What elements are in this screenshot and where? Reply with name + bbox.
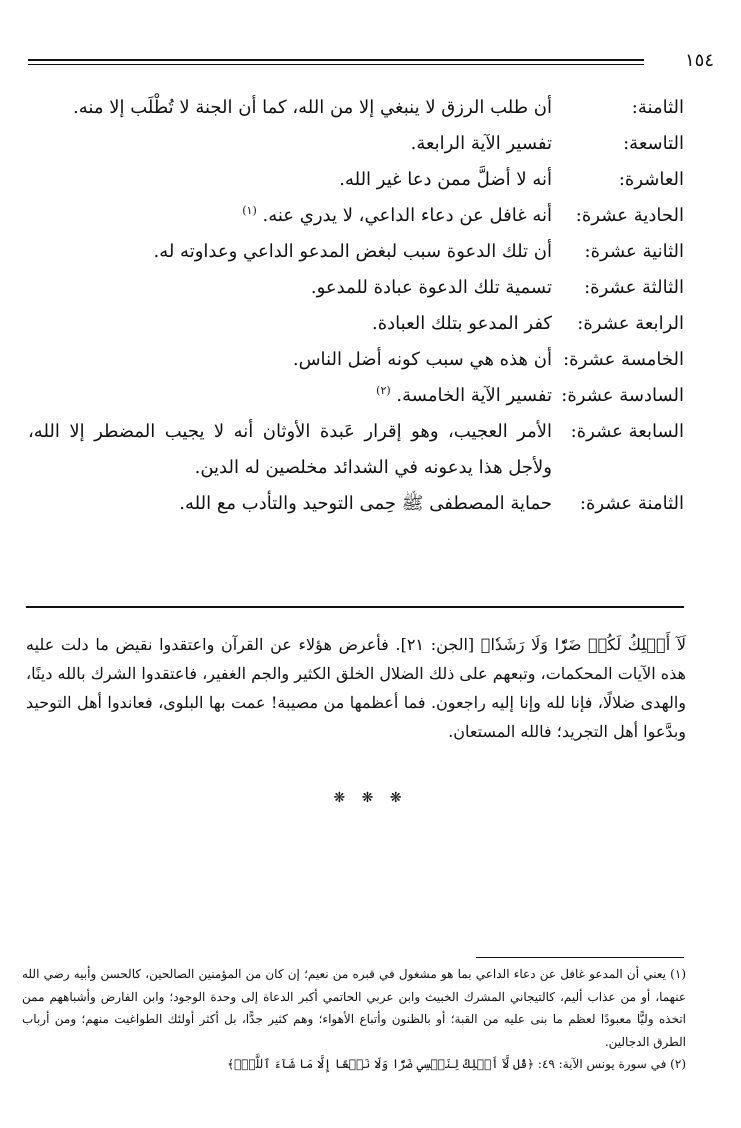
point-label: الخامسة عشرة:	[563, 349, 684, 370]
continued-note-text: لَآ أَمۡلِكُ لَكُمۡ ضَرّٗا وَلَا رَشَدٗا﴾ [الجن: ٢١]. فأعرض هؤلاء عن القرآن واعتقدوا نقيض ما دلت عليه هذه الآيات المحكمات، وتبعهم على ذلك الضلال الخلق الكثير والجم الغفير، فاعتقدوا الشرك بالله دينًا، والهدى ضلالًا، فإنا لله وإنا إليه راجعون. فما أعظمها من مصيبة! عمت بها البلوى، فعاندوا أهل التوحيد وبدَّعوا أهل التجريد؛ فالله المستعان.	[26, 635, 687, 741]
point-text: أنه لا أضلَّ ممن دعا غير الله.	[339, 169, 552, 190]
point-text: كفر المدعو بتلك العبادة.	[372, 313, 552, 334]
point-text-with-note	[24, 378, 552, 414]
point-text: حماية المصطفى ﷺ حِمى التوحيد والتأدب مع الله.	[179, 493, 552, 514]
footnote-marker: (١)	[242, 204, 257, 217]
point-label: الثامنة عشرة:	[579, 493, 684, 514]
asterism-separator: ❋ ❋ ❋	[333, 790, 408, 806]
point-text: تفسير الآية الخامسة.	[396, 385, 552, 406]
point-text: أنه غافل عن دعاء الداعي، لا يدري عنه.	[262, 205, 552, 226]
footnote: (٢) في سورة يونس الآية: ٤٩: ﴿قُل لَّآ أَمۡلِكُ لِنَفۡسِي ضَرّٗا وَلَا نَفۡعًا إِلَّا مَا شَآءَ ٱللَّهُۗ﴾	[227, 1057, 686, 1071]
point-item	[24, 414, 684, 486]
point-text: الأمر العجيب، وهو إقرار عَبدة الأوثان أنه لا يجيب المضطر إلا الله، ولأجل هذا يدعونه في الشدائد مخلصين له الدين.	[28, 421, 552, 478]
point-item	[24, 378, 684, 414]
point-item	[24, 234, 684, 270]
point-text: أن تلك الدعوة سبب لبغض المدعو الداعي وعداوته له.	[153, 241, 552, 262]
point-item	[24, 198, 684, 234]
point-label: الثانية عشرة:	[584, 241, 684, 262]
point-item	[24, 306, 684, 342]
page-header	[28, 48, 714, 74]
point-label: التاسعة:	[623, 133, 684, 154]
points-list	[24, 90, 684, 522]
point-item	[24, 126, 684, 162]
point-item	[24, 270, 684, 306]
section-divider	[26, 606, 684, 608]
footnote-rule	[476, 957, 684, 958]
point-label: الرابعة عشرة:	[577, 313, 684, 334]
page-number: ١٥٤	[684, 50, 714, 71]
footnote: (١) يعني أن المدعو غافل عن دعاء الداعي بما هو مشغول في قبره من نعيم؛ إن كان من المؤمنين الصالحين، كالحسن وأبيه رضي الله عنهما، أو من عذاب أليم، كالتيجاني المشرك الخبيث وابن عربي الحاتمي أكبر الدعاة إلى وحدة الوجود؛ وابن الفارض وأشباههم ممن اتخذه وليًّا معبودًا لعظم ما بنى عليه من القبة؛ أو بالظنون وأتباع الأهواء؛ وهم كثير جدًّا، بل أكثر أولئك الطواغيت منهم؛ ومن أرباب الطرق الدجالين.	[22, 967, 686, 1049]
point-item	[24, 90, 684, 126]
point-item	[24, 162, 684, 198]
point-label: السابعة عشرة:	[570, 421, 684, 442]
point-label: الثالثة عشرة:	[584, 277, 684, 298]
point-label: السادسة عشرة:	[561, 385, 684, 406]
header-rule	[28, 59, 644, 61]
point-text: تسمية تلك الدعوة عبادة للمدعو.	[310, 277, 552, 298]
footnotes-list	[22, 963, 686, 1076]
point-text: أن طلب الرزق لا ينبغي إلا من الله، كما أن الجنة لا تُطْلَب إلا منه.	[73, 97, 552, 118]
point-item	[24, 342, 684, 378]
point-item	[24, 486, 684, 522]
point-label: الثامنة:	[631, 97, 684, 118]
footnote-marker: (٢)	[376, 384, 391, 397]
header-rule-thin	[28, 64, 644, 65]
point-text: تفسير الآية الرابعة.	[410, 133, 552, 154]
point-label: الحادية عشرة:	[575, 205, 684, 226]
point-text: أن هذه هي سبب كونه أضل الناس.	[292, 349, 552, 370]
point-label: العاشرة:	[618, 169, 684, 190]
point-text-with-note	[24, 198, 552, 234]
